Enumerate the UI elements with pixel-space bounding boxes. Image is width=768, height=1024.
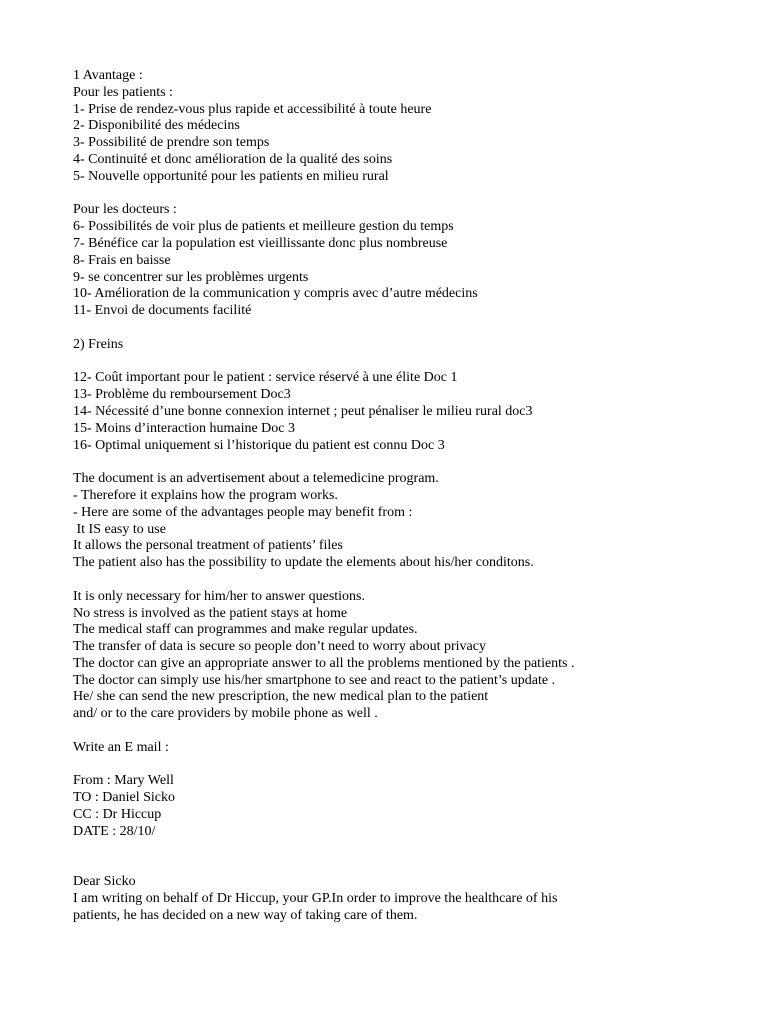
blank-line	[73, 757, 733, 774]
section-freins	[73, 370, 733, 454]
paragraph-line: The document is an advertisement about a telemedicine program.	[73, 471, 439, 487]
email-from: From : Mary Well	[73, 773, 174, 789]
email-salutation: Dear Sicko	[73, 874, 136, 890]
paragraph-line: He/ she can send the new prescription, the new medical plan to the patient	[73, 689, 489, 705]
paragraph-line: It allows the personal treatment of patients’ files	[73, 538, 343, 554]
paragraph-line: and/ or to the care providers by mobile phone as well .	[73, 706, 378, 722]
email-date: DATE : 28/10/	[73, 823, 156, 839]
section-heading: 1 Avantage :	[73, 68, 143, 83]
section-document-summary	[73, 471, 733, 572]
list-item: 1- Prise de rendez-vous plus rapide et accessibilité à toute heure	[73, 101, 432, 117]
paragraph-line: It is only necessary for him/her to answer questions.	[73, 588, 365, 604]
paragraph-line: The patient also has the possibility to update the elements about his/her conditons.	[73, 555, 534, 571]
section-email-title	[73, 740, 733, 757]
list-item: 2- Disponibilité des médecins	[73, 118, 240, 134]
list-item: 11- Envoi de documents facilité	[73, 303, 252, 319]
sub-heading: Pour les docteurs :	[73, 202, 177, 218]
list-item: 13- Problème du remboursement Doc3	[73, 387, 291, 403]
blank-line	[73, 841, 733, 875]
section-heading: 2) Freins	[73, 336, 124, 352]
document-page	[73, 68, 733, 925]
section-heading: Write an E mail :	[73, 739, 169, 755]
blank-line	[73, 572, 733, 589]
paragraph-line: - Therefore it explains how the program works.	[73, 487, 338, 503]
list-item: 12- Coût important pour le patient : service réservé à une élite Doc 1	[73, 370, 458, 386]
paragraph-line: - Here are some of the advantages people may benefit from :	[73, 504, 413, 520]
list-item: 10- Amélioration de la communication y compris avec d’autre médecins	[73, 286, 478, 302]
paragraph-line: The transfer of data is secure so people don’t need to worry about privacy	[73, 639, 486, 655]
blank-line	[73, 320, 733, 337]
list-item: 6- Possibilités de voir plus de patients et meilleure gestion du temps	[73, 219, 454, 235]
list-item: 14- Nécessité d’une bonne connexion internet ; peut pénaliser le milieu rural doc3	[73, 403, 533, 419]
list-item: 7- Bénéfice car la population est vieillissante donc plus nombreuse	[73, 235, 448, 251]
list-item: 16- Optimal uniquement si l’historique du patient est connu Doc 3	[73, 437, 445, 453]
paragraph-line: patients, he has decided on a new way of taking care of them.	[73, 907, 418, 923]
paragraph-line: The doctor can simply use his/her smartphone to see and react to the patient’s update .	[73, 672, 556, 688]
blank-line	[73, 723, 733, 740]
section-details	[73, 589, 733, 723]
list-item: 15- Moins d’interaction humaine Doc 3	[73, 420, 296, 436]
section-docteurs	[73, 202, 733, 320]
list-item: 3- Possibilité de prendre son temps	[73, 135, 270, 151]
blank-line	[73, 454, 733, 471]
email-to: TO : Daniel Sicko	[73, 790, 176, 806]
list-item: 5- Nouvelle opportunité pour les patients en milieu rural	[73, 168, 389, 184]
section-email-body	[73, 874, 733, 924]
blank-line	[73, 186, 733, 203]
list-item: 9- se concentrer sur les problèmes urgents	[73, 269, 309, 285]
paragraph-line: It IS easy to use	[73, 521, 166, 537]
section-avantages	[73, 68, 733, 186]
paragraph-line: I am writing on behalf of Dr Hiccup, your GP.In order to improve the healthcare of his	[73, 891, 558, 907]
list-item: 4- Continuité et donc amélioration de la qualité des soins	[73, 151, 393, 167]
sub-heading: Pour les patients :	[73, 84, 173, 100]
email-cc: CC : Dr Hiccup	[73, 807, 162, 823]
blank-line	[73, 354, 733, 371]
paragraph-line: The doctor can give an appropriate answer to all the problems mentioned by the patients .	[73, 655, 575, 671]
paragraph-line: No stress is involved as the patient stays at home	[73, 605, 348, 621]
section-email-header	[73, 773, 733, 840]
list-item: 8- Frais en baisse	[73, 252, 171, 268]
section-freins-title	[73, 337, 733, 354]
paragraph-line: The medical staff can programmes and make regular updates.	[73, 622, 418, 638]
